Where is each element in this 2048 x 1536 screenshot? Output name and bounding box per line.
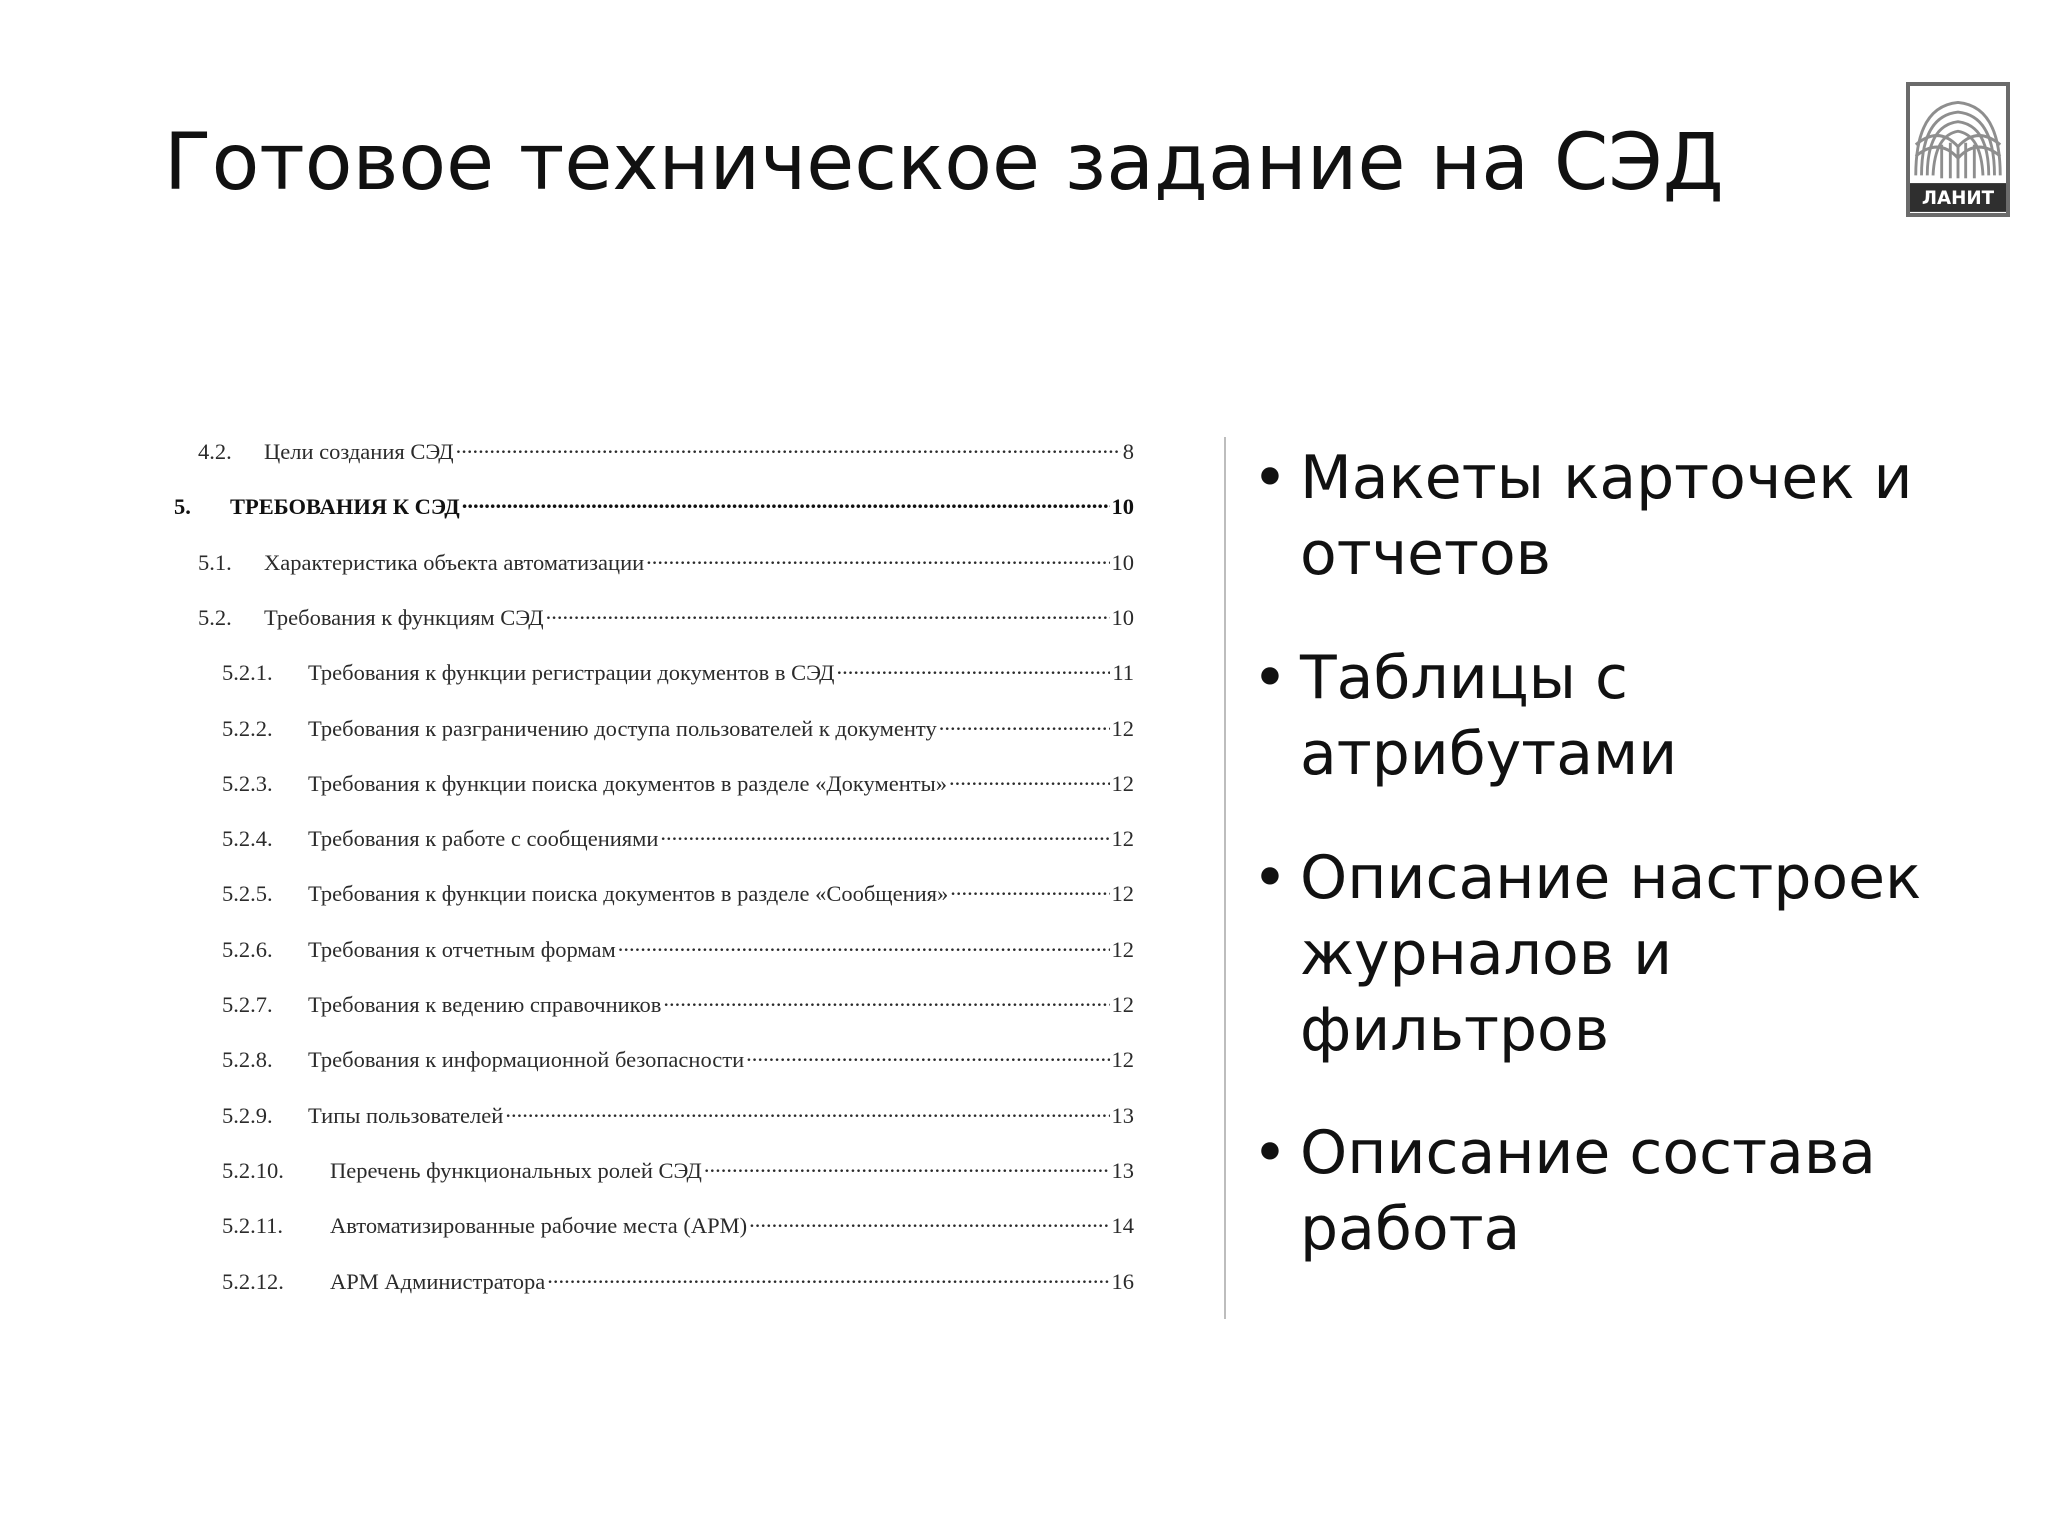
toc-leader-dots [618,930,1110,957]
toc-entry [222,1151,1134,1187]
toc-entry [198,598,1134,634]
bullet-dot-icon: • [1252,843,1288,913]
toc-entry-title: Требования к информационной безопасности [308,1047,745,1073]
toc-leader-dots [950,874,1109,901]
toc-leader-dots [660,819,1109,846]
toc-entry [222,1206,1134,1242]
bullet-text-line: Описание состава [1300,1118,1876,1188]
toc-leader-dots [836,653,1110,680]
toc-entry [174,487,1134,523]
bullet-text-line: журналов и [1300,919,1673,989]
bullet-text-line: Макеты карточек и [1300,443,1913,513]
bullet-text-line: Таблицы с [1300,643,1629,713]
toc-entry-page: 12 [1111,770,1134,796]
toc-entry-title: Требования к функциям СЭД [264,604,544,630]
toc-entry-page: 14 [1111,1213,1134,1239]
bullet-item [1240,440,2020,592]
toc-entry [222,819,1134,855]
toc-entry-page: 8 [1122,439,1134,464]
bullet-item [1240,640,2020,792]
bullet-text [1300,840,2020,1068]
toc-leader-dots [546,598,1110,625]
toc-entry-number: 5.2.7. [222,992,273,1017]
bullet-text [1300,440,2020,592]
toc-entry-number: 5.2.1. [222,660,273,686]
toc-entry-title: Требования к функции поиска документов в разделе «Сообщения» [308,881,949,907]
toc-entry-page: 12 [1111,1047,1134,1073]
toc-entry-page: 10 [1111,604,1134,630]
toc-entry [222,764,1134,800]
toc-entry-page: 12 [1111,826,1134,852]
toc-entry-number: 5.2.12. [222,1268,284,1294]
toc-entry-page: 10 [1111,494,1134,520]
bullet-text-line: отчетов [1300,519,1552,589]
toc-entry [198,543,1134,579]
lanit-arch-logo-icon [1910,86,2006,213]
toc-leader-dots [505,1096,1109,1123]
toc-entry-title: ТРЕБОВАНИЯ К СЭД [230,494,460,520]
toc-entry-number: 5.2. [198,604,232,630]
toc-entry-number: 5.1. [198,549,232,575]
bullet-text-line: атрибутами [1300,719,1678,789]
toc-entry-page: 11 [1112,660,1134,686]
toc-entry-title: Характеристика объекта автоматизации [264,549,645,575]
toc-entry [222,1096,1134,1132]
toc-entry-page: 16 [1111,1268,1134,1294]
toc-entry-number: 5.2.5. [222,881,273,907]
toc-entry-number: 5.2.10. [222,1157,284,1183]
toc-entry-number: 5.2.3. [222,770,273,796]
toc-entry [222,653,1134,689]
toc-entry-title: Типы пользователей [308,1102,504,1128]
bullet-text-line: фильтров [1300,995,1610,1065]
bullet-text-line: работа [1300,1194,1521,1264]
toc-entry-title: АРМ Администратора [330,1268,546,1294]
toc-leader-dots [663,985,1109,1012]
toc-entry-title: Цели создания СЭД [264,439,454,464]
vertical-divider [1224,437,1226,1319]
bullet-dot-icon: • [1252,1118,1288,1188]
toc-leader-dots [949,764,1110,791]
toc-entry-number: 4.2. [198,439,232,464]
toc-entry [222,1040,1134,1076]
toc-entry-number: 5.2.2. [222,715,273,741]
bullet-text [1300,640,2020,792]
toc-entry [222,709,1134,745]
toc-entry-number: 5.2.8. [222,1047,273,1073]
toc-leader-dots [704,1151,1110,1178]
toc-entry-page: 12 [1111,881,1134,907]
toc-entry-number: 5.2.9. [222,1102,273,1128]
toc-entry-title: Требования к функции регистрации документов в СЭД [308,660,835,686]
slide-title: Готовое техническое задание на СЭД [164,118,1724,208]
toc-entry [222,874,1134,910]
toc-entry-title: Требования к разграничению доступа пользователей к документу [308,715,937,741]
toc-leader-dots [746,1040,1109,1067]
bullet-item [1240,1115,2020,1267]
toc-entry-page: 13 [1111,1102,1134,1128]
toc-entry-title: Требования к работе с сообщениями [308,826,659,852]
toc-entry-title: Автоматизированные рабочие места (АРМ) [330,1213,748,1239]
bullet-dot-icon: • [1252,443,1288,513]
toc-leader-dots [646,543,1109,570]
toc-entry-title: Перечень функциональных ролей СЭД [330,1157,702,1183]
logo-text: ЛАНИТ [1921,188,1995,210]
bullet-text-line: Описание настроек [1300,843,1922,913]
toc-entry-page: 12 [1111,936,1134,962]
toc-entry-page: 13 [1111,1157,1134,1183]
toc-entry-title: Требования к функции поиска документов в разделе «Документы» [308,770,947,796]
toc-entry [222,1262,1134,1298]
lanit-logo [1906,82,2010,217]
toc-entry-number: 5.2.4. [222,826,273,852]
bullet-item [1240,840,2020,1068]
toc-entry-title: Требования к отчетным формам [308,936,616,962]
toc-entry-number: 5. [174,494,191,520]
toc-entry-page: 12 [1111,992,1134,1017]
toc-leader-dots [749,1206,1109,1233]
toc-entry [222,930,1134,966]
bullet-text [1300,1115,2020,1267]
toc-entry-number: 5.2.6. [222,936,273,962]
toc-leader-dots [462,487,1110,514]
toc-entry-title: Требования к ведению справочников [308,992,662,1017]
toc-entry-page: 12 [1111,715,1134,741]
toc-leader-dots [547,1262,1109,1289]
toc-entry [198,432,1134,468]
toc-entry-page: 10 [1111,549,1134,575]
toc-entry [222,985,1134,1021]
toc-leader-dots [456,432,1121,459]
toc-entry-number: 5.2.11. [222,1213,284,1239]
toc-leader-dots [939,709,1110,736]
bullet-dot-icon: • [1252,643,1288,713]
